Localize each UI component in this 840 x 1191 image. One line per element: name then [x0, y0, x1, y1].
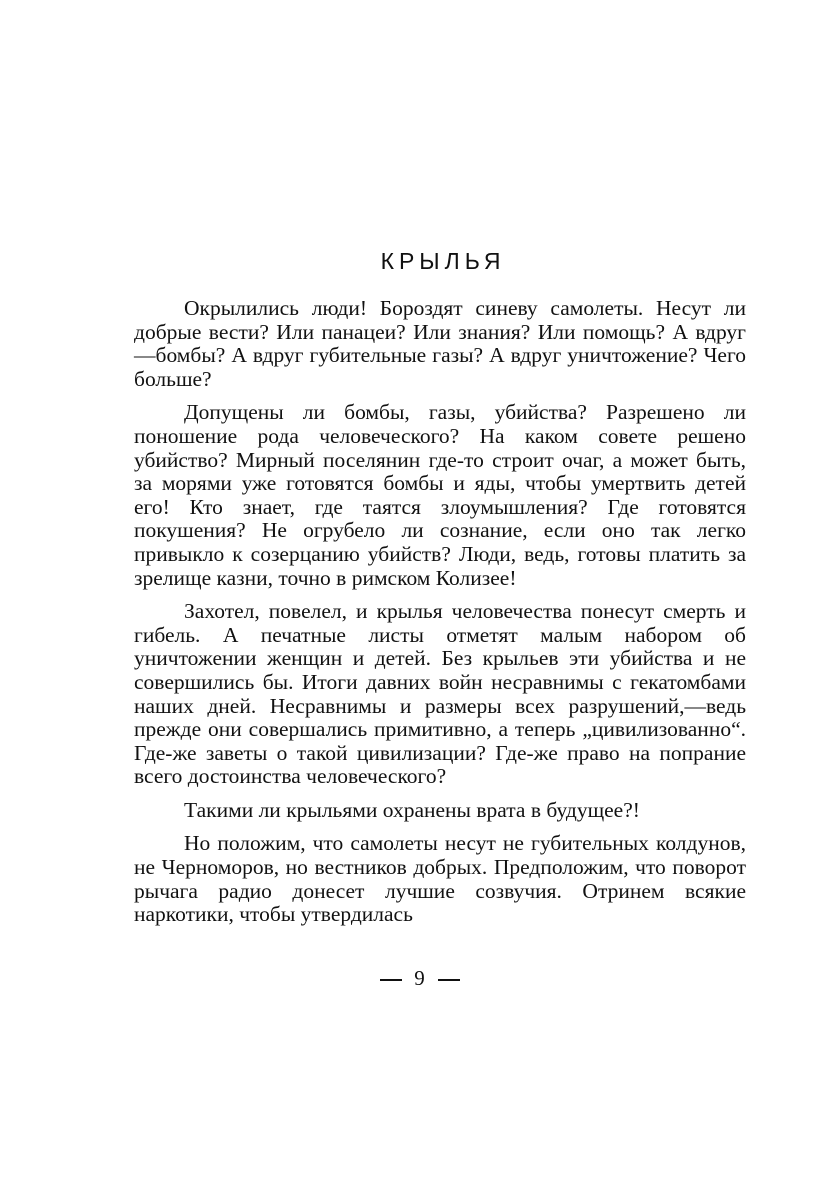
chapter-title: КРЫЛЬЯ — [380, 248, 506, 274]
paragraph: Но положим, что самолеты несут не губительных колдунов, не Черноморов, но вестников добрых. Предположим, что поворот рычага радио донесет лучшие созвучия. Отринем всякие наркотики, чтобы утвердилась — [134, 831, 746, 927]
paragraph: Окрылились люди! Бороздят синеву самолеты. Несут ли добрые вести? Или панацеи? Или знания? Или помощь? А вдруг—бомбы? А вдруг губительные газы? А вдруг уничтожение? Чего больше? — [134, 296, 746, 391]
paragraph: Такими ли крыльями охранены врата в будущее?! — [184, 797, 640, 822]
page-number-footer — [0, 966, 840, 991]
left-dash — [380, 979, 402, 981]
right-dash — [438, 979, 460, 981]
page-number: 9 — [414, 966, 426, 990]
paragraph: Захотел, повелел, и крылья человечества понесут смерть и гибель. А печатные листы отметят малым набором об уничтожении женщин и детей. Без крыльев эти убийства и не совершились бы. Итоги давних войн несравнимы с гекатомбами наших дней. Несравнимы и размеры всех разрушений,—ведь прежде они совершались примитивно, а теперь „цивилизованно“. Где-же заветы о такой цивилизации? Где-же право на попрание всего достоинства человеческого? — [134, 599, 746, 789]
paragraph: Допущены ли бомбы, газы, убийства? Разрешено ли поношение рода человеческого? На каком совете решено убийство? Мирный поселянин где-то строит очаг, а может быть, за морями уже готовятся бомбы и яды, чтобы умертвить детей его! Кто знает, где таятся злоумышления? Где готовятся покушения? Не огрубело ли сознание, если оно так легко привыкло к созерцанию убийств? Люди, ведь, готовы платить за зрелище казни, точно в римском Колизее! — [134, 400, 746, 590]
page-content — [134, 248, 746, 937]
